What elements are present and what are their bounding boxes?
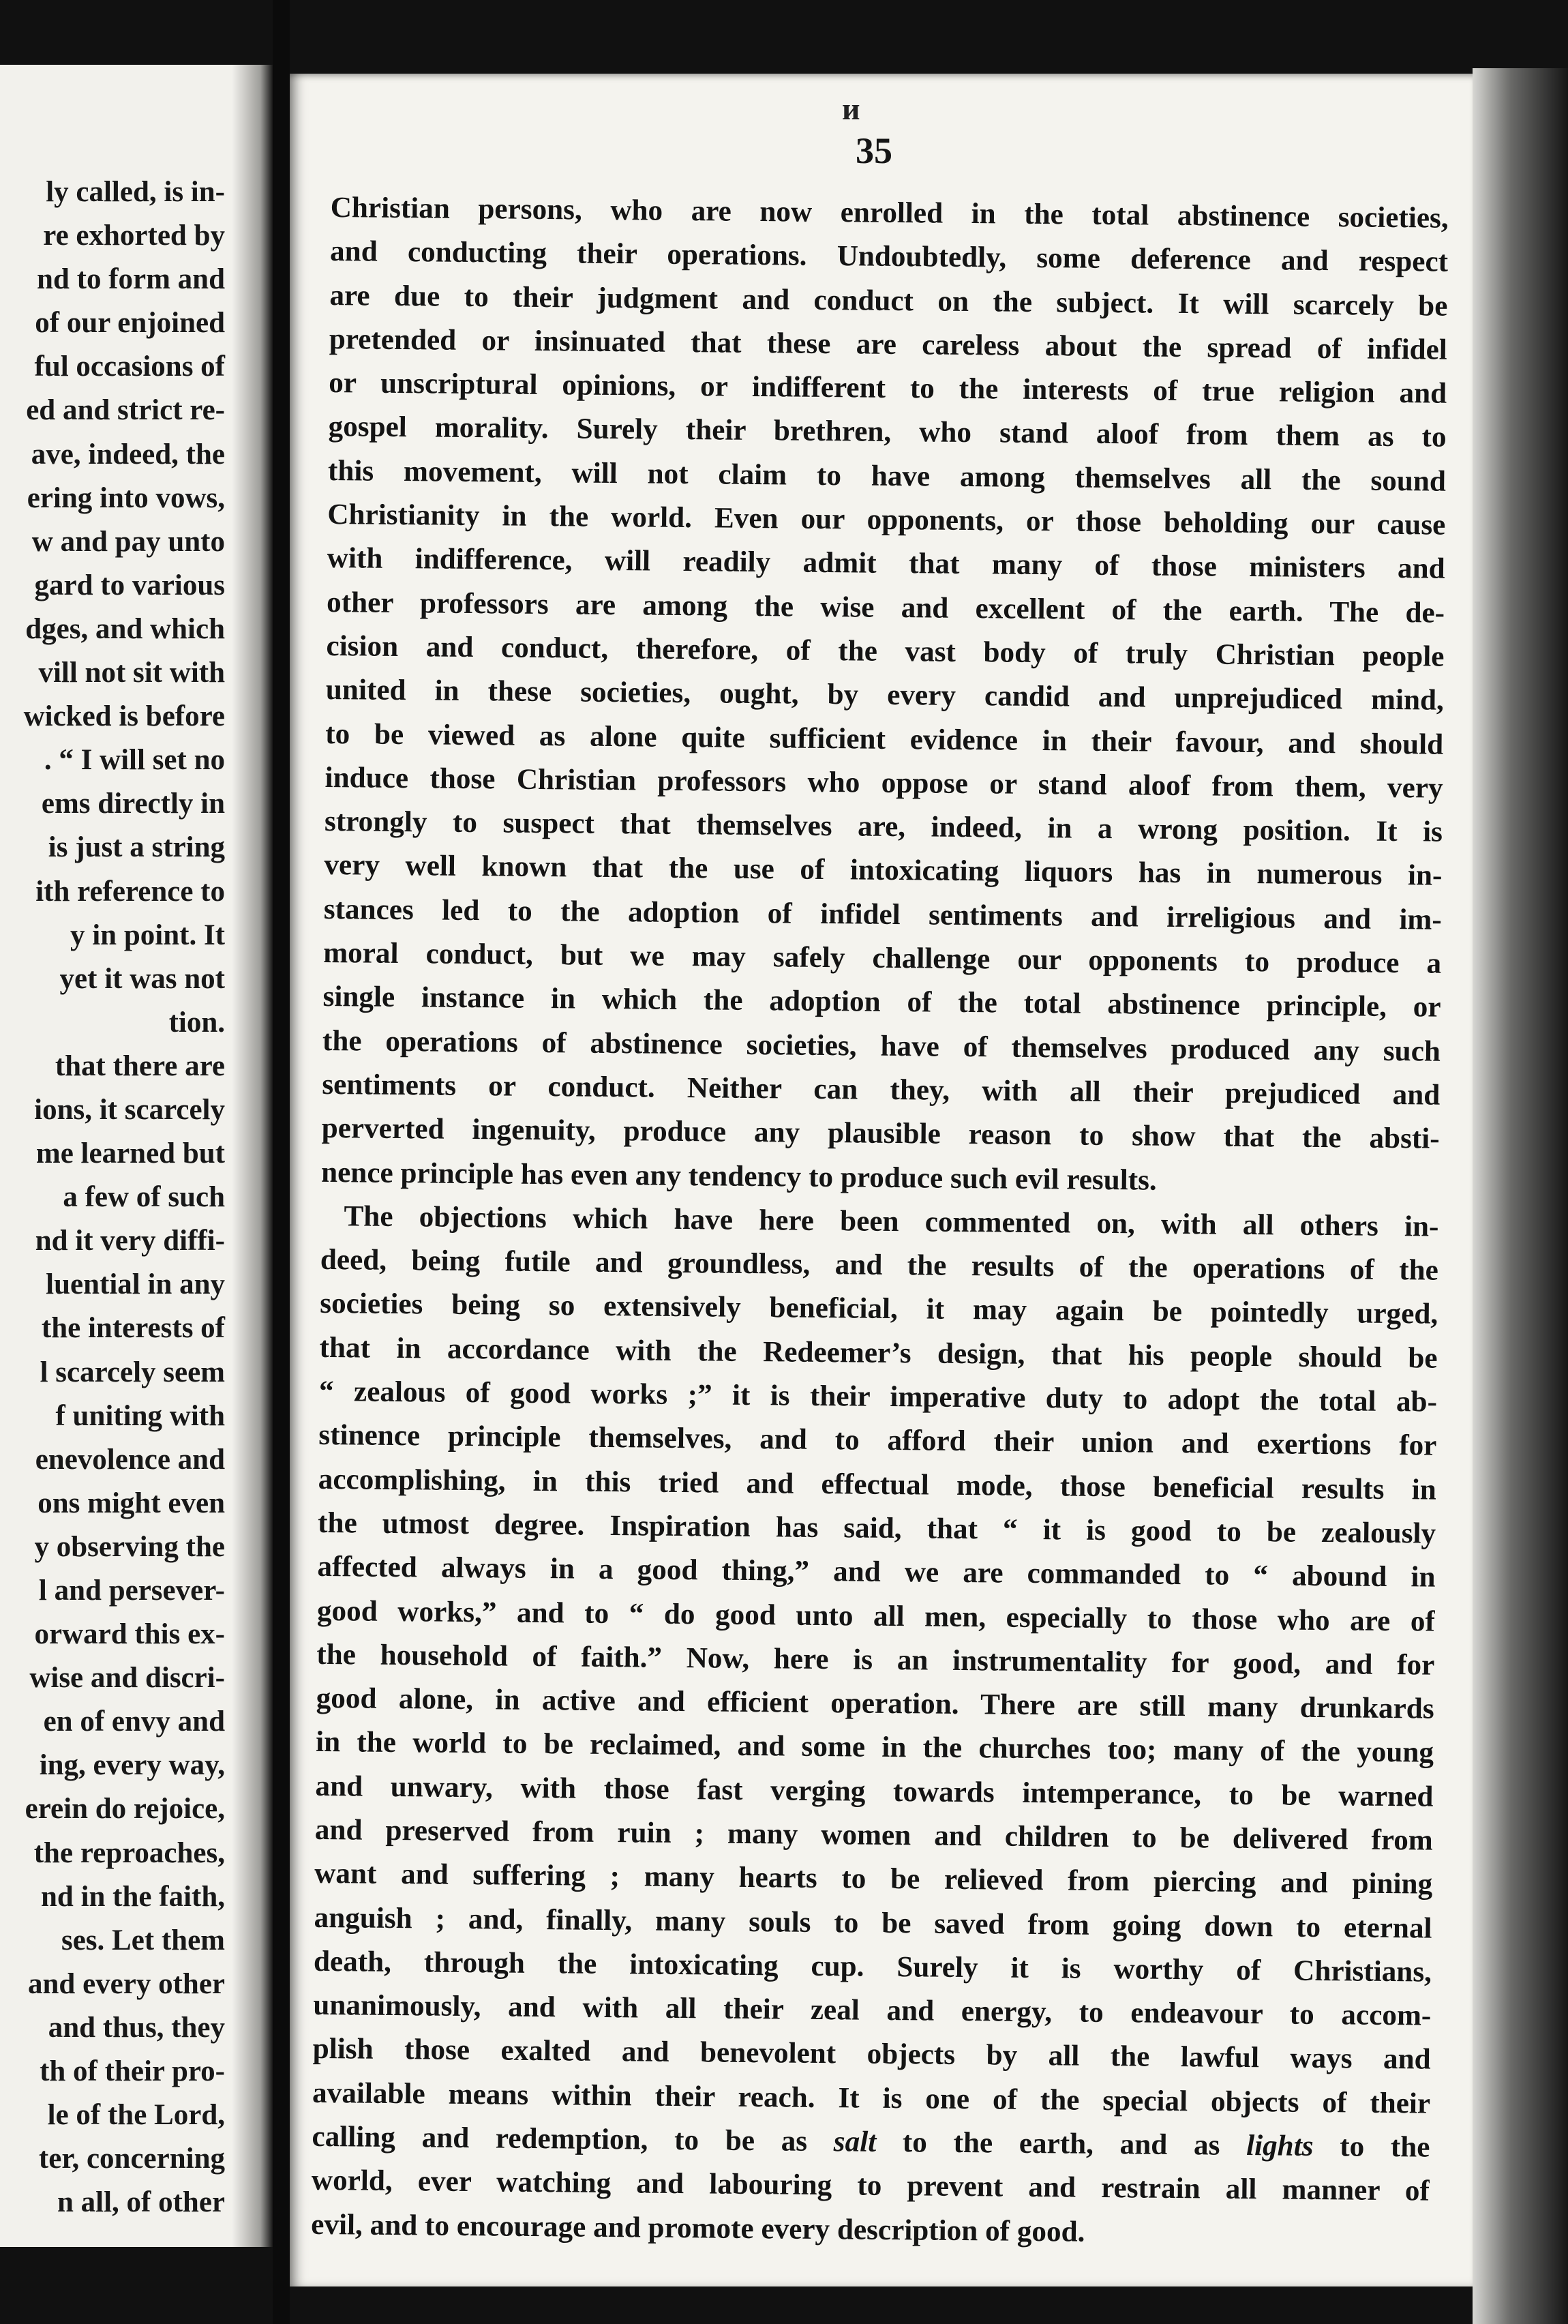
text-line: stances led to the adoption of infidel sentiments and irreligious and im-	[323, 893, 1442, 936]
gutter-shadow	[232, 65, 273, 2247]
text-line: or unscriptural opinions, or indifferent to the interests of true religion and	[329, 367, 1447, 410]
text-line: single instance in which the adoption of the total abstinence principle, or	[322, 981, 1441, 1024]
left-text-line: . “ I will set no	[44, 744, 225, 777]
text-line: good works,” and to “ do good unto all men, especially to those who are of	[316, 1594, 1436, 1638]
text-line: death, through the intoxicating cup. Surely it is worthy of Christians,	[313, 1945, 1432, 1988]
page-edge-shadow	[1473, 68, 1568, 2324]
text-line: The objections which have here been commented on, with all others in-	[344, 1200, 1439, 1243]
text-line: want and suffering ; many hearts to be relieved from piercing and pining	[314, 1858, 1433, 1901]
left-text-line: ed and strict re-	[26, 394, 225, 427]
left-text-line: ses. Let them	[61, 1924, 225, 1956]
body-text	[311, 186, 1449, 2258]
text-line: the household of faith.” Now, here is an instrumentality for good, and for	[316, 1638, 1435, 1682]
left-text-line: ter, concerning	[38, 2143, 225, 2175]
right-page	[290, 74, 1473, 2286]
left-text-line: y in point. It	[70, 919, 225, 951]
text-line: accomplishing, in this tried and effectual mode, those beneficial results in	[318, 1463, 1436, 1506]
left-text-line: ful occasions of	[34, 351, 225, 383]
left-text-line: gard to various	[34, 569, 225, 601]
text-line: this movement, will not claim to have among themselves all the sound	[327, 454, 1447, 498]
left-text-line: erein do rejoice,	[25, 1793, 225, 1826]
left-text-line: ering into vows,	[27, 481, 225, 514]
text-line: good alone, in active and efficient operation. There are still many drunkards	[316, 1682, 1434, 1725]
left-text-line: ave, indeed, the	[31, 438, 225, 471]
text-line: available means within their reach. It is one of the special objects of their	[312, 2076, 1431, 2120]
text-line: calling and redemption, to be as salt to the earth, and as lights to the	[312, 2120, 1430, 2164]
text-line: deed, being futile and groundless, and the results of the operations of the	[320, 1244, 1439, 1287]
text-line: perverted ingenuity, produce any plausible reason to show that the absti-	[321, 1112, 1440, 1155]
left-text-line: n all, of other	[57, 2186, 225, 2219]
left-text-line: nd to form and	[37, 263, 225, 296]
text-line: Christian persons, who are now enrolled in the total abstinence societies,	[330, 191, 1449, 235]
left-text-line: wicked is before	[23, 700, 225, 733]
text-line: societies being so extensively beneficial, it may again be pointedly urged,	[320, 1287, 1438, 1331]
text-line: gospel morality. Surely their brethren, who stand aloof from them as to	[328, 411, 1447, 454]
text-line: anguish ; and, finally, many souls to be saved from going down to eternal	[314, 1901, 1432, 1945]
text-line: affected always in a good thing,” and we are commanded to “ abound in	[317, 1551, 1436, 1594]
left-text-line: th of their pro-	[40, 2055, 225, 2088]
text-line: with indifference, will readily admit that many of those ministers and	[327, 542, 1445, 586]
text-line: Christianity in the world. Even our opponents, or those beholding our cause	[327, 498, 1446, 541]
text-line: nence principle has even any tendency to produce such evil results.	[320, 1156, 1157, 1197]
left-text-line: orward this ex-	[34, 1618, 225, 1651]
left-text-line: vill not sit with	[38, 657, 225, 689]
page-top-mark: ᴎ	[842, 91, 863, 126]
text-line: evil, and to encourage and promote every description of good.	[311, 2208, 1085, 2248]
left-text-line: that there are	[55, 1049, 225, 1082]
left-text-line: yet it was not	[59, 962, 225, 995]
text-line: plish those exalted and benevolent objects by all the lawful ways and	[312, 2033, 1431, 2076]
left-text-line: the reproaches,	[33, 1836, 225, 1869]
text-line: world, ever watching and labouring to prevent and restrain all manner of	[311, 2164, 1430, 2207]
text-line: and conducting their operations. Undoubtedly, some deference and respect	[329, 235, 1449, 279]
left-text-line: luential in any	[46, 1268, 225, 1301]
left-text-line: le of the Lord,	[47, 2099, 225, 2132]
left-text-line: w and pay unto	[31, 525, 225, 558]
left-text-line: enevolence and	[35, 1443, 225, 1476]
text-line: are due to their judgment and conduct on the subject. It will scarcely be	[329, 279, 1448, 323]
left-text-line: ing, every way,	[39, 1749, 225, 1782]
text-line: induce those Christian professors who oppose or stand aloof from them, very	[325, 761, 1443, 805]
left-text-line: en of envy and	[43, 1705, 225, 1738]
left-text-line: the interests of	[41, 1312, 225, 1345]
text-line: strongly to suspect that themselves are, indeed, in a wrong position. It is	[324, 805, 1443, 848]
page-gutter	[273, 0, 290, 2324]
left-text-line: ith reference to	[35, 875, 225, 908]
left-page-text	[0, 170, 225, 2224]
text-line: and preserved from ruin ; many women and children to be delivered from	[314, 1813, 1434, 1857]
text-line: and unwary, with those fast verging towards intemperance, to be warned	[315, 1770, 1434, 1813]
page-number: 35	[856, 130, 892, 171]
text-line: the operations of abstinence societies, have of themselves produced any such	[322, 1024, 1441, 1068]
left-text-line: l and persever-	[38, 1575, 225, 1607]
left-text-line: dges, and which	[25, 612, 225, 645]
left-text-line: l scarcely seem	[40, 1356, 225, 1388]
left-text-line: and thus, they	[48, 2011, 225, 2044]
left-text-line: a few of such	[63, 1181, 225, 1214]
left-text-line: is just a string	[48, 831, 225, 864]
left-text-line: f uniting with	[55, 1399, 225, 1432]
text-line: unanimously, and with all their zeal and energy, to endeavour to accom-	[313, 1989, 1432, 2032]
left-text-line: ems directly in	[41, 788, 225, 820]
left-text-line: nd in the faith,	[40, 1880, 225, 1913]
text-line: pretended or insinuated that these are careless about the spread of infidel	[329, 323, 1447, 366]
left-text-line: tion.	[168, 1006, 225, 1039]
left-text-line: me learned but	[35, 1137, 225, 1170]
left-text-line: re exhorted by	[43, 220, 225, 252]
left-text-line: ons might even	[37, 1487, 225, 1519]
text-line: moral conduct, but we may safely challenge our opponents to produce a	[322, 936, 1442, 980]
text-line: cision and conduct, therefore, of the vast body of truly Christian people	[326, 629, 1445, 673]
text-line: other professors are among the wise and excellent of the earth. The de-	[326, 586, 1445, 629]
left-page-fragment	[0, 65, 273, 2247]
text-line: the utmost degree. Inspiration has said, that “ it is good to be zealously	[317, 1506, 1436, 1550]
left-text-line: y observing the	[34, 1530, 225, 1563]
text-line: sentiments or conduct. Neither can they, with all their prejudiced and	[322, 1068, 1441, 1112]
text-line: very well known that the use of intoxicating liquors has in numerous in-	[324, 849, 1443, 893]
text-line: to be viewed as alone quite sufficient evidence in their favour, and should	[325, 717, 1444, 761]
left-text-line: and every other	[28, 1967, 225, 2000]
left-text-line: wise and discri-	[29, 1662, 225, 1695]
left-text-line: ions, it scarcely	[34, 1093, 225, 1126]
left-text-line: nd it very diffi-	[35, 1225, 225, 1257]
left-text-line: of our enjoined	[35, 307, 225, 340]
text-line: “ zealous of good works ;” it is their imperative duty to adopt the total ab-	[318, 1375, 1438, 1418]
left-text-line: ly called, is in-	[46, 176, 225, 208]
text-line: in the world to be reclaimed, and some in the churches too; many of the young	[315, 1726, 1434, 1770]
text-line: united in these societies, ought, by every candid and unprejudiced mind,	[325, 674, 1445, 717]
text-line: that in accordance with the Redeemer’s design, that his people should be	[319, 1331, 1438, 1375]
text-line: stinence principle themselves, and to afford their union and exertions for	[318, 1419, 1437, 1462]
